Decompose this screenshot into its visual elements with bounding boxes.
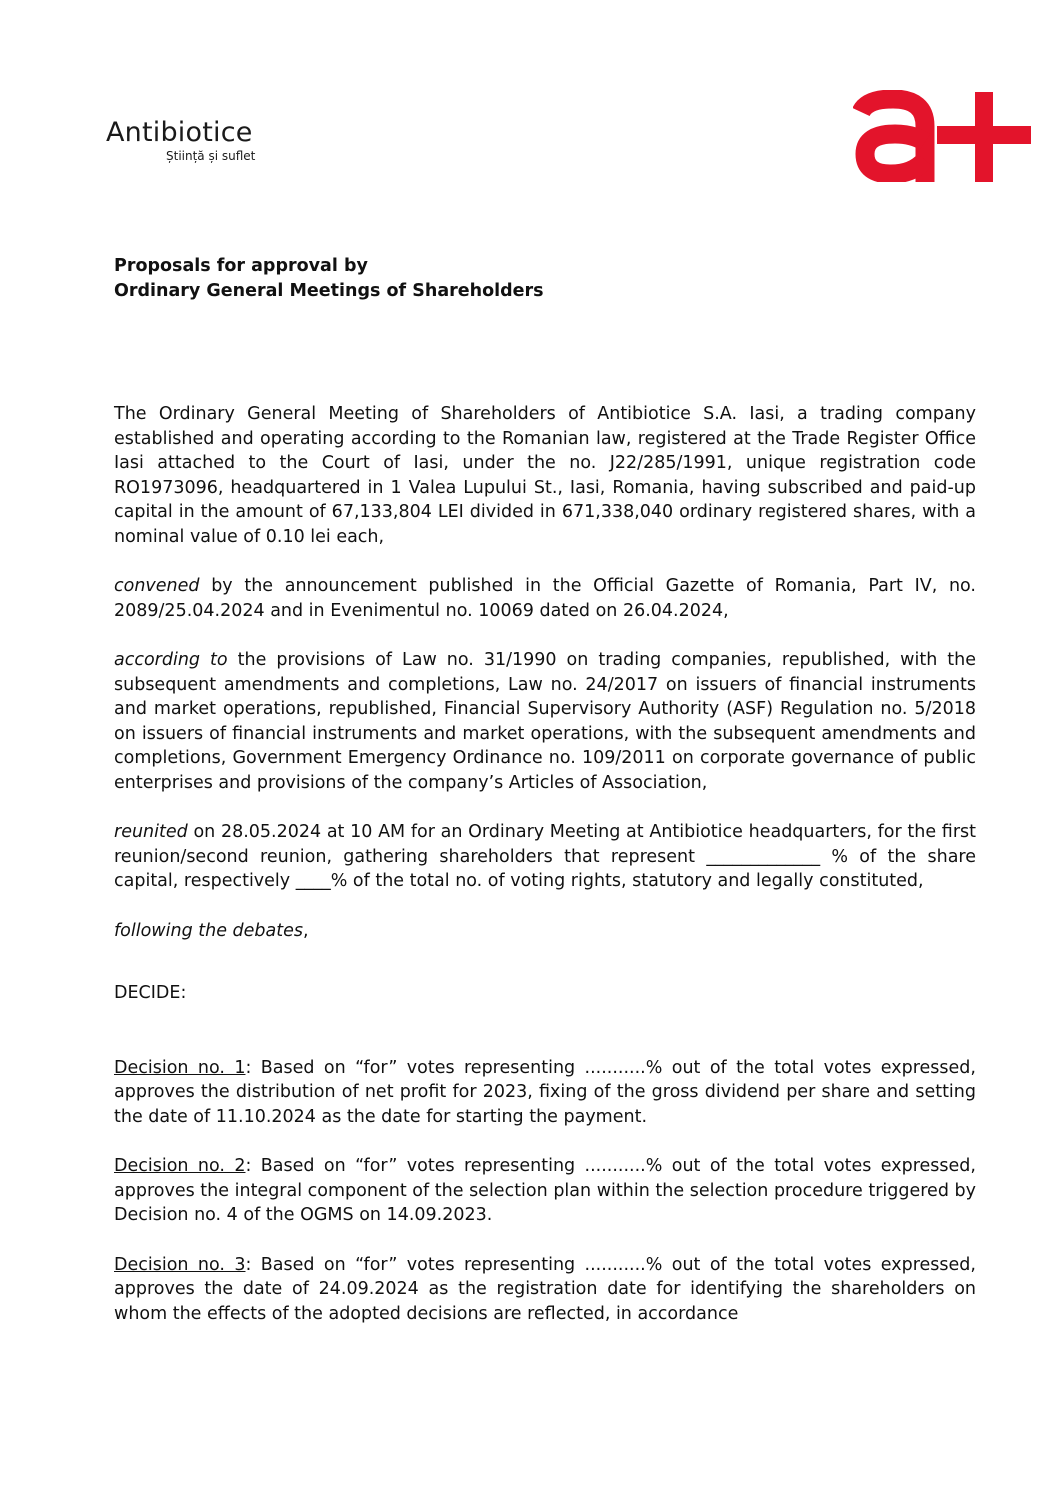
decision-2-text: : Based on “for” votes representing ...........% out of the total votes expressed, approves the integral component of the selection plan within the selection procedure triggered by Decision no. 4 of the OGMS on 14.09.2023. [114, 1156, 976, 1225]
document-title [114, 254, 544, 304]
according-paragraph [114, 648, 976, 795]
following-lead: following the debates [114, 920, 303, 941]
reunited-paragraph [114, 820, 976, 894]
title-line-1: Proposals for approval by [114, 256, 368, 276]
title-line-2: Ordinary General Meetings of Shareholders [114, 281, 544, 301]
according-text: the provisions of Law no. 31/1990 on trading companies, republished, with the subsequent amendments and completions, Law no. 24/2017 on issuers of financial instruments and market operations, republished, Financial Supervisory Authority (ASF) Regulation no. 5/2018 on issuers of financial instruments and market operations, with the subsequent amendments and completions, Government Emergency Ordinance no. 109/2011 on corporate governance of public enterprises and provisions of the company’s Articles of Association, [114, 650, 977, 793]
decide-heading: DECIDE: [114, 983, 187, 1003]
decision-1-title: Decision no. 1 [114, 1057, 246, 1078]
convened-paragraph [114, 574, 976, 623]
convened-lead: convened [114, 576, 200, 596]
following-text: , [302, 920, 309, 941]
reunited-text: on 28.05.2024 at 10 AM for an Ordinary Meeting at Antibiotice headquarters, for the first reunion/second reunion, gathering shareholders that represent _____________ % of the share capital, respectively ____% of the total no. of voting rights, statutory and legally constituted, [114, 822, 976, 891]
intro-paragraph: The Ordinary General Meeting of Shareholders of Antibiotice S.A. Iasi, a trading company established and operating according to the Romanian law, registered at the Trade Register Office Iasi attached to the Court of Iasi, under the no. J22/285/1991, unique registration code RO1973096, headquartered in 1 Valea Lupului St., Iasi, Romania, having subscribed and paid-up capital in the amount of 67,133,804 LEI divided in 671,338,040 ordinary registered shares, with a nominal value of 0.10 lei each, [114, 404, 976, 547]
according-lead: according to [114, 650, 228, 670]
following-paragraph [114, 919, 976, 944]
reunited-lead: reunited [114, 822, 188, 842]
a-plus-logo-icon [853, 90, 1031, 182]
decision-1-text: : Based on “for” votes representing ...........% out of the total votes expressed, approves the distribution of net profit for 2023, fixing of the gross dividend per share and setting the date of 11.10.2024 as the date for starting the payment. [114, 1057, 976, 1127]
document-body [114, 402, 976, 1351]
decision-2 [114, 1154, 976, 1228]
decision-2-title: Decision no. 2 [114, 1156, 246, 1176]
convened-text: by the announcement published in the Official Gazette of Romania, Part IV, no. 2089/25.04.2024 and in Evenimentul no. 10069 dated on 26.04.2024, [114, 576, 976, 621]
decision-3-title: Decision no. 3 [114, 1254, 246, 1275]
decision-1 [114, 1056, 976, 1130]
company-name: Antibiotice [106, 117, 253, 148]
company-tagline: Știință și suflet [166, 149, 256, 163]
decision-3 [114, 1253, 976, 1327]
decision-3-text: : Based on “for” votes representing ...........% out of the total votes expressed, approves the date of 24.09.2024 as the registration date for identifying the shareholders on whom the effects of the adopted decisions are reflected, in accordance [114, 1254, 976, 1324]
company-logo [106, 118, 255, 163]
